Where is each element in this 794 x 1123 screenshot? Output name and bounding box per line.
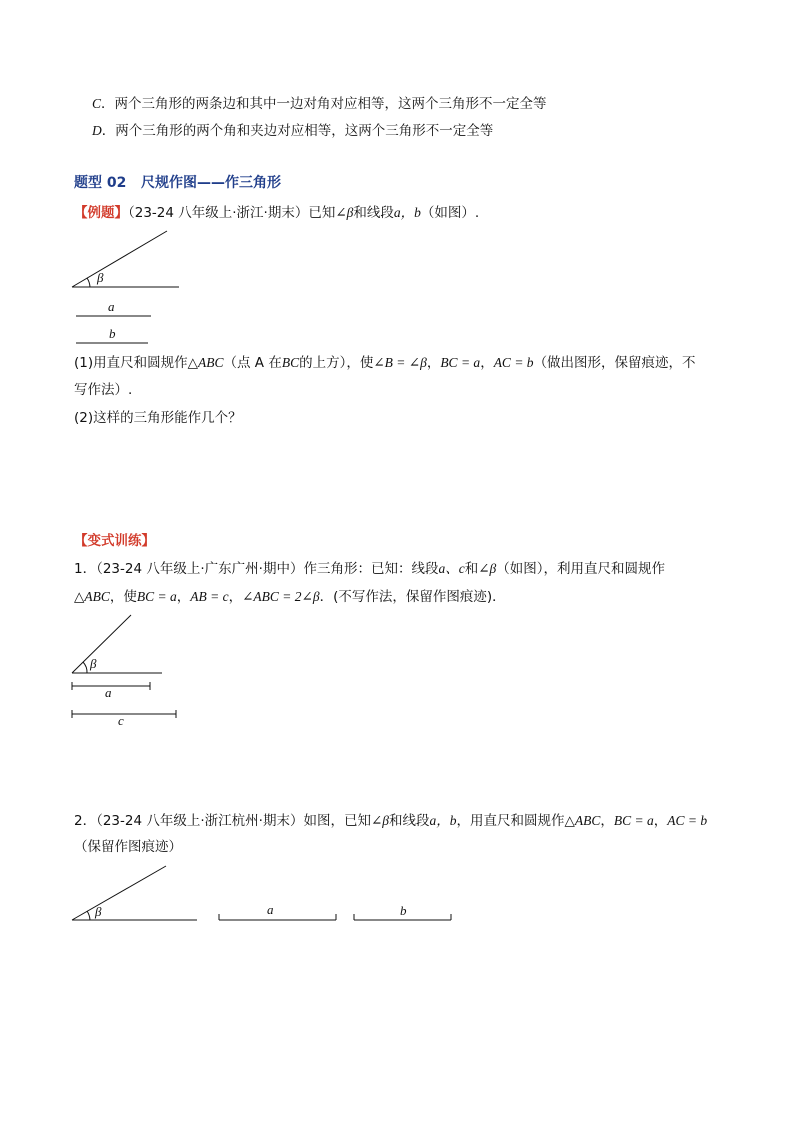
example-tag: 【例题】 — [74, 205, 128, 221]
option-c-letter: C — [92, 96, 102, 111]
section-title: 尺规作图——作三角形 — [140, 175, 281, 191]
practice-tag: 【变式训练】 — [74, 533, 155, 549]
q1-triangle: △ABC — [187, 355, 224, 370]
example-end: （如图）. — [420, 205, 480, 221]
q1-text-1: (1)用直尺和圆规作 — [74, 355, 188, 371]
example-angle: ∠β — [335, 205, 354, 220]
p1-text-3: （如图），利用直尺和圆规作 — [496, 561, 665, 577]
q1-cond-2: BC = a — [440, 355, 481, 370]
practice-1-line2: △ABC，使BC = a，AB = c，∠ABC = 2∠β．(不写作法，保留作图痕迹)． — [74, 589, 506, 605]
practice-2-line2: （保留作图痕迹） — [74, 839, 182, 855]
p2-seg-b-label: b — [400, 903, 407, 918]
example-q2: (2)这样的三角形能作几个？ — [74, 410, 242, 426]
p1-text-1: 1．（23-24 八年级上·广东广州·期中）作三角形：已知：线段 — [74, 561, 439, 577]
p1-beta-label: β — [90, 656, 97, 671]
p2-triangle: △ABC — [564, 813, 601, 828]
p1-cond-2: AB = c — [190, 589, 229, 604]
p1-triangle: △ABC — [74, 589, 110, 604]
section-label: 题型 02 — [74, 175, 127, 191]
p1-seg-c-label: c — [118, 713, 124, 728]
p1-text-4: ，使 — [109, 589, 137, 605]
p2-cond-1: BC = a — [613, 813, 654, 828]
option-d-letter: D — [92, 123, 102, 138]
p1-segs: a、c — [438, 561, 465, 576]
q1-text-3: 的上方），使 — [299, 355, 374, 371]
practice-2-line1: 2．（23-24 八年级上·浙江杭州·期末）如图，已知∠β和线段a，b，用直尺和圆规作△ABC，BC = a，AC = b — [74, 813, 708, 829]
example-q1: (1)用直尺和圆规作△ABC（点 A 在BC的上方），使∠B = ∠β，BC = a，AC = b（做出图形，保留痕迹，不 — [74, 355, 696, 371]
example-source: （23-24 八年级上·浙江·期末）已知 — [128, 205, 336, 221]
p2-angle-ray — [72, 866, 166, 920]
option-d-text: ．两个三角形的两个角和夹边对应相等，这两个三角形不一定全等 — [101, 123, 494, 139]
p1-text-2: 和 — [464, 561, 479, 577]
example-q1-line2: 写作法）. — [74, 382, 133, 398]
p1-cond-1: BC = a — [136, 589, 177, 604]
q1-bc: BC — [281, 355, 300, 370]
p1-angle: ∠β — [478, 561, 497, 576]
p2-text-2: 和线段 — [389, 813, 430, 829]
p2-seg-a-label: a — [267, 902, 274, 917]
p2-text-3: ，用直尺和圆规作 — [456, 813, 565, 829]
p2-angle: ∠β — [370, 813, 389, 828]
p1-seg-a-label: a — [105, 685, 112, 700]
q1-text-4: （做出图形，保留痕迹，不 — [533, 355, 696, 371]
q1-cond-1: ∠B = ∠β — [373, 355, 427, 370]
q1-text-2: （点 A 在 — [223, 355, 282, 371]
example-seg-a-label: a — [108, 299, 115, 314]
example-segs: a，b — [393, 205, 421, 220]
p2-segs: a，b — [429, 813, 457, 828]
p2-angle-arc — [87, 911, 90, 920]
p1-text-5: ．(不写作法，保留作图痕迹)． — [319, 589, 506, 605]
p1-cond-3: ∠ABC = 2∠β — [242, 589, 320, 604]
example-mid: 和线段 — [353, 205, 394, 221]
p2-cond-2: AC = b — [667, 813, 708, 828]
p2-text-1: 2．（23-24 八年级上·浙江杭州·期末）如图，已知 — [74, 813, 371, 829]
example-seg-b-label: b — [109, 326, 116, 341]
example-beta-label: β — [97, 270, 104, 285]
option-c-text: ．两个三角形的两条边和其中一边对角对应相等，这两个三角形不一定全等 — [101, 96, 547, 112]
q1-cond-3: AC = b — [493, 355, 534, 370]
p2-beta-label: β — [95, 904, 102, 919]
